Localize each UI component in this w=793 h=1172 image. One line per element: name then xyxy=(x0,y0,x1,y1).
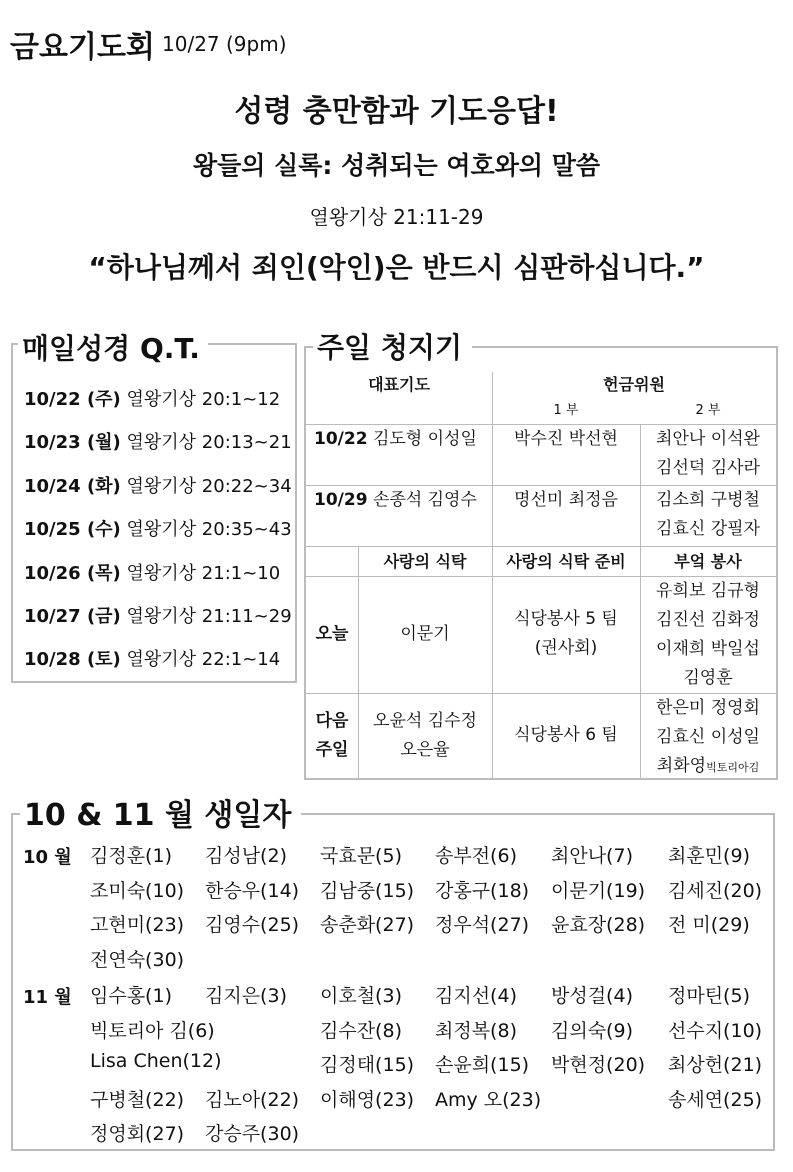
birthday-entry: 임수홍(1) xyxy=(90,985,172,1007)
service-date: 10/27 (9pm) xyxy=(162,32,287,56)
birthday-entry: 구병철(22) xyxy=(90,1088,185,1111)
qt-title: 매일성경 Q.T. xyxy=(18,327,208,367)
service-table xyxy=(304,346,778,780)
birthday-entry: 김세진(20) xyxy=(668,879,763,902)
birthday-entry: 강승주(30) xyxy=(205,1123,300,1146)
qt-date: 10/23 (월) xyxy=(24,432,121,453)
prayer-date: 10/29 xyxy=(314,490,368,510)
birthday-title: 10 & 11 월 생일자 xyxy=(20,790,301,834)
today-kitchen: 김영훈 xyxy=(683,668,733,688)
qt-passage: 열왕기상 20:13~21 xyxy=(126,432,292,453)
birthday-entry: 선수지(10) xyxy=(668,1019,763,1042)
next-label: 주일 xyxy=(315,740,349,760)
birthday-entry: Lisa Chen(12) xyxy=(90,1050,222,1073)
birthday-entry: 김지은(3) xyxy=(205,985,287,1007)
birthday-entry: 최훈민(9) xyxy=(668,845,750,867)
birthday-entry: 이해영(23) xyxy=(320,1088,415,1111)
birthday-entry: 조미숙(10) xyxy=(90,879,185,902)
birthday-entry: 송부전(6) xyxy=(435,845,517,867)
qt-row xyxy=(24,559,280,585)
today-table: 이문기 xyxy=(400,624,450,644)
birthday-entry: 송세연(25) xyxy=(668,1088,763,1111)
prayer-row xyxy=(314,425,477,454)
col-table-prep-header: 사랑의 식탁 준비 xyxy=(506,552,626,571)
birthday-entry: 강홍구(18) xyxy=(435,879,530,902)
november-label: 11 월 xyxy=(23,987,72,1008)
birthday-entry: Amy 오(23) xyxy=(435,1088,542,1111)
qt-passage: 열왕기상 20:22~34 xyxy=(126,476,292,497)
today-kitchen: 이재희 박일섭 xyxy=(656,639,760,659)
next-label: 다음 xyxy=(315,711,349,731)
birthday-entry: 고현미(23) xyxy=(90,914,185,937)
next-kitchen xyxy=(640,752,776,782)
prayer-row xyxy=(314,486,477,515)
next-kitchen-name-small: 빅토리아김 xyxy=(706,761,760,774)
birthday-entry: 전연숙(30) xyxy=(90,948,185,971)
prayer-names: 김도형 이성일 xyxy=(372,429,477,449)
birthday-entry: 국효문(5) xyxy=(320,845,402,867)
col-offering-second-service: 2 부 xyxy=(695,403,721,418)
scripture-reference: 열왕기상 21:11-29 xyxy=(309,205,484,229)
sermon-theme: 성령 충만함과 기도응답! xyxy=(234,94,559,129)
next-table: 오은율 xyxy=(400,740,450,760)
qt-passage: 열왕기상 20:35~43 xyxy=(126,519,292,540)
qt-passage: 열왕기상 21:11~29 xyxy=(126,606,292,627)
birthday-entry: 송춘화(27) xyxy=(320,914,415,937)
birthday-entry: 전 미(29) xyxy=(668,914,750,937)
birthday-entry: 최안나(7) xyxy=(551,845,633,867)
page-title: 금요기도회 xyxy=(10,30,155,65)
birthday-entry: 빅토리아 김(6) xyxy=(90,1019,215,1042)
qt-row xyxy=(24,428,292,454)
birthday-entry: 김남중(15) xyxy=(320,879,415,902)
next-kitchen-name: 최화영 xyxy=(656,756,707,776)
birthday-entry: 김정태(15) xyxy=(320,1054,415,1077)
today-prep: 식당봉사 5 팀 xyxy=(514,609,618,629)
service-title: 주일 청지기 xyxy=(313,326,472,366)
birthday-entry: 정영회(27) xyxy=(90,1123,185,1146)
prayer-date: 10/22 xyxy=(314,429,368,449)
sermon-series: 왕들의 실록: 성취되는 여호와의 말씀 xyxy=(192,151,601,180)
birthday-entry: 정우석(27) xyxy=(435,914,530,937)
col-offering-first-service: 1 부 xyxy=(553,403,579,418)
qt-passage: 열왕기상 21:1~10 xyxy=(126,563,281,584)
offering-second: 김선덕 김사라 xyxy=(656,458,760,478)
offering-second: 최안나 이석완 xyxy=(656,429,760,449)
qt-date: 10/25 (수) xyxy=(24,519,121,540)
offering-second: 김효신 강필자 xyxy=(656,519,760,539)
qt-row xyxy=(24,602,292,628)
qt-row xyxy=(24,472,292,498)
col-kitchen-header: 부엌 봉사 xyxy=(674,552,742,571)
birthday-entry: 김지선(4) xyxy=(435,985,517,1007)
next-kitchen: 김효신 이성일 xyxy=(656,727,760,747)
birthday-entry: 손윤희(15) xyxy=(435,1054,530,1077)
birthday-entry: 김성남(2) xyxy=(205,845,287,867)
today-kitchen: 김진선 김화정 xyxy=(656,610,760,630)
qt-date: 10/26 (목) xyxy=(24,563,121,584)
qt-row xyxy=(24,385,280,411)
birthday-entry: 방성걸(4) xyxy=(551,985,633,1007)
qt-date: 10/28 (토) xyxy=(24,649,121,670)
birthday-entry: 김수잔(8) xyxy=(320,1019,402,1042)
birthday-entry: 김정훈(1) xyxy=(90,845,172,867)
birthday-entry: 김노아(22) xyxy=(205,1088,300,1111)
birthday-entry: 박현정(20) xyxy=(551,1054,646,1077)
sermon-quote: “하나님께서 죄인(악인)은 반드시 심판하십니다.” xyxy=(88,251,705,284)
qt-row xyxy=(24,645,280,671)
next-prep: 식당봉사 6 팀 xyxy=(514,725,618,745)
birthday-entry: 최상헌(21) xyxy=(668,1054,763,1077)
qt-row xyxy=(24,515,292,541)
birthday-entry: 김의숙(9) xyxy=(551,1019,633,1042)
today-kitchen: 유희보 김규형 xyxy=(656,581,760,601)
qt-passage: 열왕기상 20:1~12 xyxy=(126,389,281,410)
qt-passage: 열왕기상 22:1~14 xyxy=(126,649,281,670)
october-label: 10 월 xyxy=(23,847,72,868)
offering-first: 명선미 최정음 xyxy=(514,490,618,510)
birthday-entry: 김영수(25) xyxy=(205,914,300,937)
qt-date: 10/27 (금) xyxy=(24,606,121,627)
birthday-entry: 정마틴(5) xyxy=(668,985,750,1007)
birthday-entry: 이호철(3) xyxy=(320,985,402,1007)
offering-first: 박수진 박선현 xyxy=(514,429,618,449)
next-table: 오윤석 김수정 xyxy=(373,711,477,731)
col-table-header: 사랑의 식탁 xyxy=(383,552,467,571)
birthday-entry: 이문기(19) xyxy=(551,879,646,902)
birthday-entry: 최정복(8) xyxy=(435,1019,517,1042)
today-label: 오늘 xyxy=(315,624,349,644)
col-offering-header: 헌금위원 xyxy=(603,375,665,394)
birthday-entry: 한승우(14) xyxy=(205,879,300,902)
offering-second: 김소희 구병철 xyxy=(656,490,760,510)
qt-date: 10/24 (화) xyxy=(24,476,121,497)
qt-date: 10/22 (주) xyxy=(24,389,121,410)
col-prayer-header: 대표기도 xyxy=(368,375,430,394)
birthday-entry: 윤효장(28) xyxy=(551,914,646,937)
today-prep-group: (권사회) xyxy=(534,638,598,658)
next-kitchen: 한은미 정영회 xyxy=(656,698,760,718)
prayer-names: 손종석 김영수 xyxy=(372,490,477,510)
